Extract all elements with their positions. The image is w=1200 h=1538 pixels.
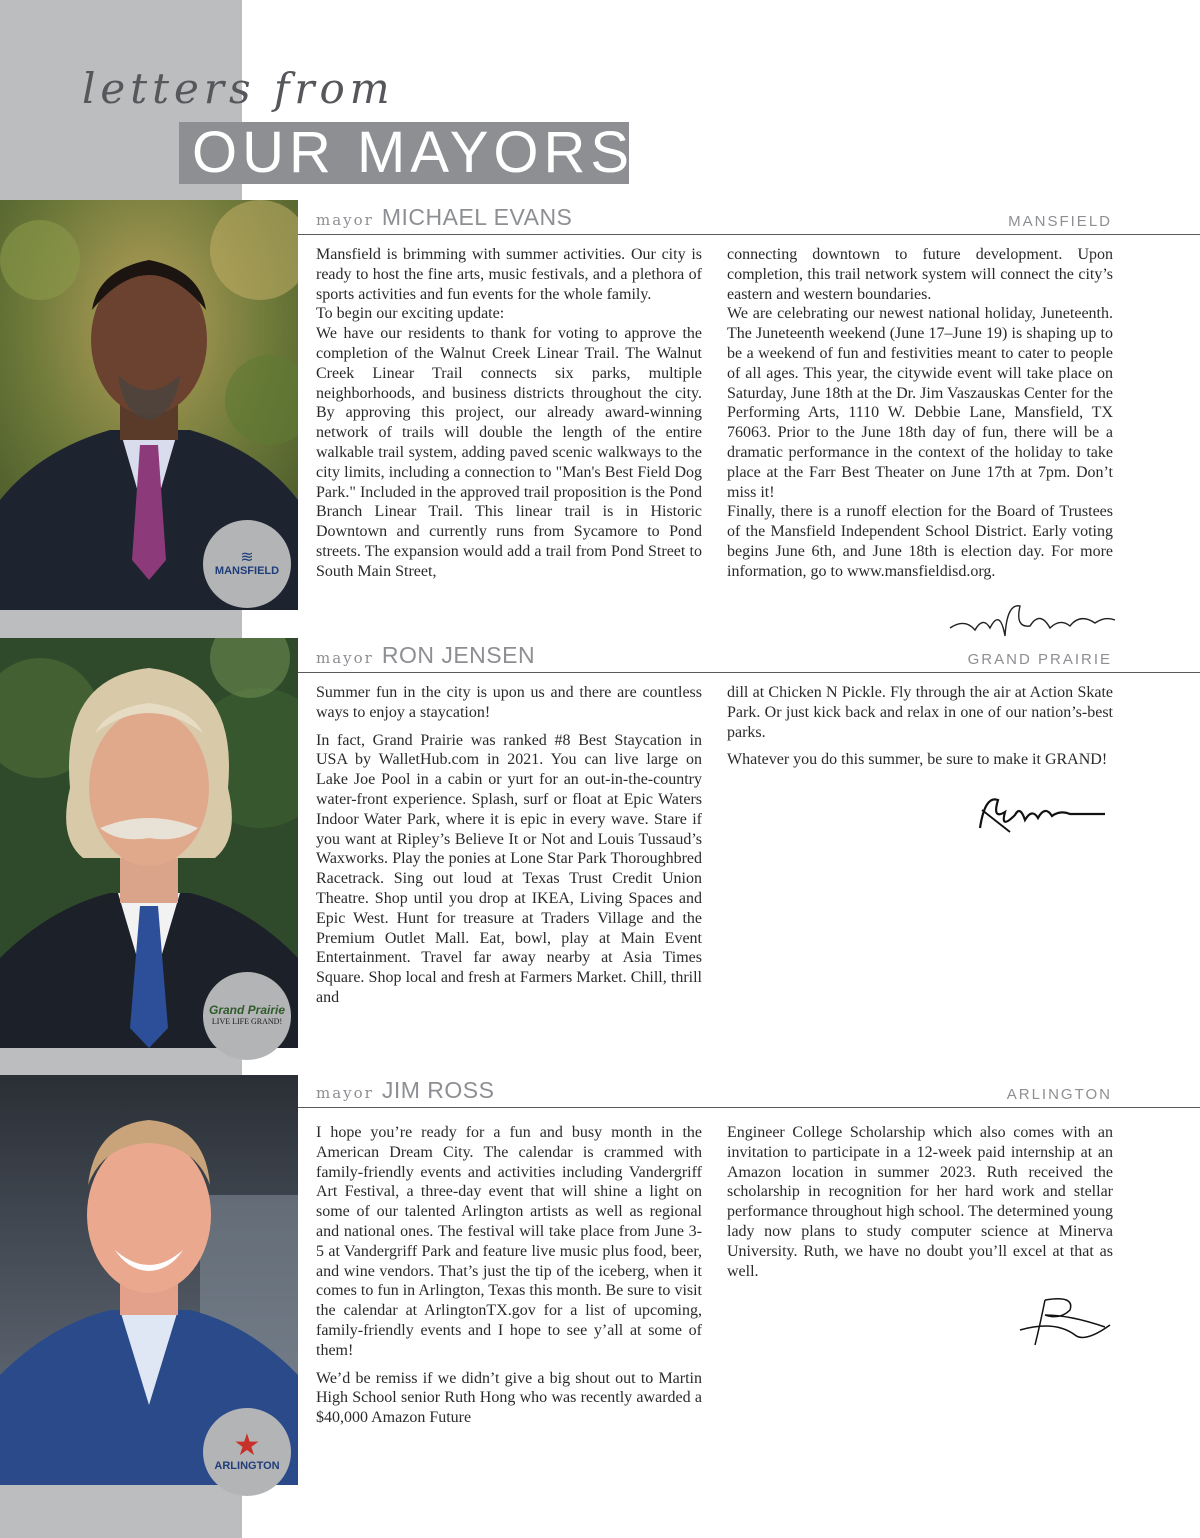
mayor-name: RON JENSEN bbox=[381, 642, 536, 668]
mayor-city: ARLINGTON bbox=[1006, 1086, 1112, 1103]
letter-column-2 bbox=[727, 245, 1113, 582]
mayor-name: MICHAEL EVANS bbox=[381, 204, 573, 230]
arlington-seal bbox=[203, 1408, 291, 1496]
divider-rule bbox=[298, 234, 1200, 235]
mayor-prefix: mayor bbox=[316, 649, 374, 667]
divider-rule bbox=[298, 1107, 1200, 1108]
mayor-name: JIM ROSS bbox=[381, 1077, 495, 1103]
paragraph: Summer fun in the city is upon us and there are countless ways to enjoy a staycation! bbox=[316, 684, 702, 721]
mayor-header-evans bbox=[316, 204, 1112, 232]
mayor-city: MANSFIELD bbox=[1008, 213, 1112, 230]
signature-evans bbox=[945, 598, 1120, 643]
mayor-header-ross bbox=[316, 1077, 1112, 1105]
seal-text: MANSFIELD bbox=[214, 565, 280, 577]
paragraph: We are celebrating our newest national holiday, Juneteenth. The Juneteenth weekend (June 17–June 19) is shaping up to be a weekend of fun and festivities meant to cater to people of all ages. This year, the citywide event will take place on Saturday, June 18th at the Dr. Jim Vaszauskas Center for the Performing Arts, 1110 W. Debbie Lane, Mansfield, TX 76063. Prior to the June 18th day of fun, there will be a dramatic performance in the context of the holiday to take place at the Farr Best Theater on June 17th at 7pm. Don’t miss it! bbox=[727, 305, 1113, 501]
divider-rule bbox=[298, 672, 1200, 673]
paragraph: We’d be remiss if we didn’t give a big shout out to Martin High School senior Ruth Hong who was recently awarded a $40,000 Amazon Future bbox=[316, 1369, 702, 1427]
star-icon: ★ bbox=[233, 1429, 261, 1462]
seal-wave-icon: ≋ bbox=[240, 549, 254, 566]
paragraph: Finally, there is a runoff election for the Board of Trustees of the Mansfield Independent School District. Early voting begins June 6th, and June 18th is election day. For more information, go to www.mansfieldisd.org. bbox=[727, 503, 1113, 580]
paragraph: In fact, Grand Prairie was ranked #8 Best Staycation in USA by WalletHub.com in 2021. You can live large on Lake Joe Pool in a cabin or yurt for an out-in-the-country water-front experience. Splash, surf or float at Epic Waters Indoor Water Park, where it is epic in every wave. Stare if you want at Ripley’s Believe It or Not and Louis Tussaud’s Waxworks. Play the ponies at Lone Star Park Thoroughbred Racetrack. Sing out loud at Texas Trust Credit Union Theatre. Shop until you drop at IKEA, Living Spaces and Epic West. Hunt for treasure at Traders Village and the Premium Outlet Mall. Eat, bowl, play at Main Event Entertainment. Travel far away nearby at Asia Times Square. Shop local and fresh at Farmers Market. Chill, thrill and bbox=[316, 731, 702, 1006]
paragraph: dill at Chicken N Pickle. Fly through the air at Action Skate Park. Or just kick back and relax in one of our nation’s-best parks. bbox=[727, 684, 1113, 741]
seal-text: ARLINGTON bbox=[214, 1460, 280, 1472]
paragraph: Whatever you do this summer, be sure to make it GRAND! bbox=[727, 751, 1108, 769]
paragraph: I hope you’re ready for a fun and busy month in the American Dream City. The calendar is crammed with family-friendly events and activities including Vandergriff Art Festival, a three-day event that will shine a light on some of our talented Arlington artists as well as regional and national ones. The festival will take place from June 3-5 at Vandergriff Park and feature live music plus food, beer, and wine vendors. That’s just the tip of the iceberg, when it comes to fun in Arlington, Texas this month. Be sure to visit the calendar at ArlingtonTX.gov for a list of upcoming, family-friendly events and I hope to see y’all at some of them! bbox=[316, 1124, 702, 1359]
signature-ross bbox=[1015, 1295, 1115, 1350]
paragraph: Mansfield is brimming with summer activities. Our city is ready to host the fine arts, music festivals, and a plethora of sports activities and fun events for the whole family. bbox=[316, 246, 702, 303]
mayor-header-jensen bbox=[316, 642, 1112, 670]
letter-column-1 bbox=[316, 683, 702, 1008]
grand-prairie-seal bbox=[203, 972, 291, 1060]
mayor-city: GRAND PRAIRIE bbox=[967, 651, 1112, 668]
section-kicker: letters from bbox=[82, 64, 395, 113]
paragraph: connecting downtown to future development. Upon completion, this trail network system will connect the city’s eastern and western boundaries. bbox=[727, 246, 1113, 303]
seal-tagline: LIVE LIFE GRAND! bbox=[211, 1017, 283, 1026]
letter-column-2 bbox=[727, 1123, 1113, 1281]
letter-column-1 bbox=[316, 1123, 702, 1428]
page-title: OUR MAYORS bbox=[192, 120, 635, 185]
signature-jensen bbox=[970, 790, 1110, 840]
mayor-prefix: mayor bbox=[316, 1084, 374, 1102]
paragraph: We have our residents to thank for voting to approve the completion of the Walnut Creek Linear Trail. The Walnut Creek Linear Trail connects six parks, multiple neighborhoods, and business districts throughout the city. By approving this project, our already award-winning network of trails will double the length of the entire walkable trail system, adding paved scenic walkways to the city limits, including a connection to "Man's Best Field Dog Park." Included in the approved trail proposition is the Pond Branch Linear Trail. This linear trail is in Historic Downtown and currently runs from Sycamore to Pond streets. The expansion would add a trail from Pond Street to South Main Street, bbox=[316, 325, 702, 580]
seal-text: Grand Prairie bbox=[208, 1003, 286, 1017]
paragraph: To begin our exciting update: bbox=[316, 305, 505, 323]
mayor-prefix: mayor bbox=[316, 211, 374, 229]
paragraph: Engineer College Scholarship which also comes with an invitation to participate in a 12-week paid internship at an Amazon location in summer 2023. Ruth received the scholarship in recognition for her hard work and stellar performance throughout high school. The determined young lady now plans to study computer science at Minerva University. Ruth, we have no doubt you’ll excel at that as well. bbox=[727, 1124, 1113, 1280]
letter-column-1 bbox=[316, 245, 702, 582]
mansfield-seal bbox=[203, 520, 291, 608]
letter-column-2 bbox=[727, 683, 1113, 770]
